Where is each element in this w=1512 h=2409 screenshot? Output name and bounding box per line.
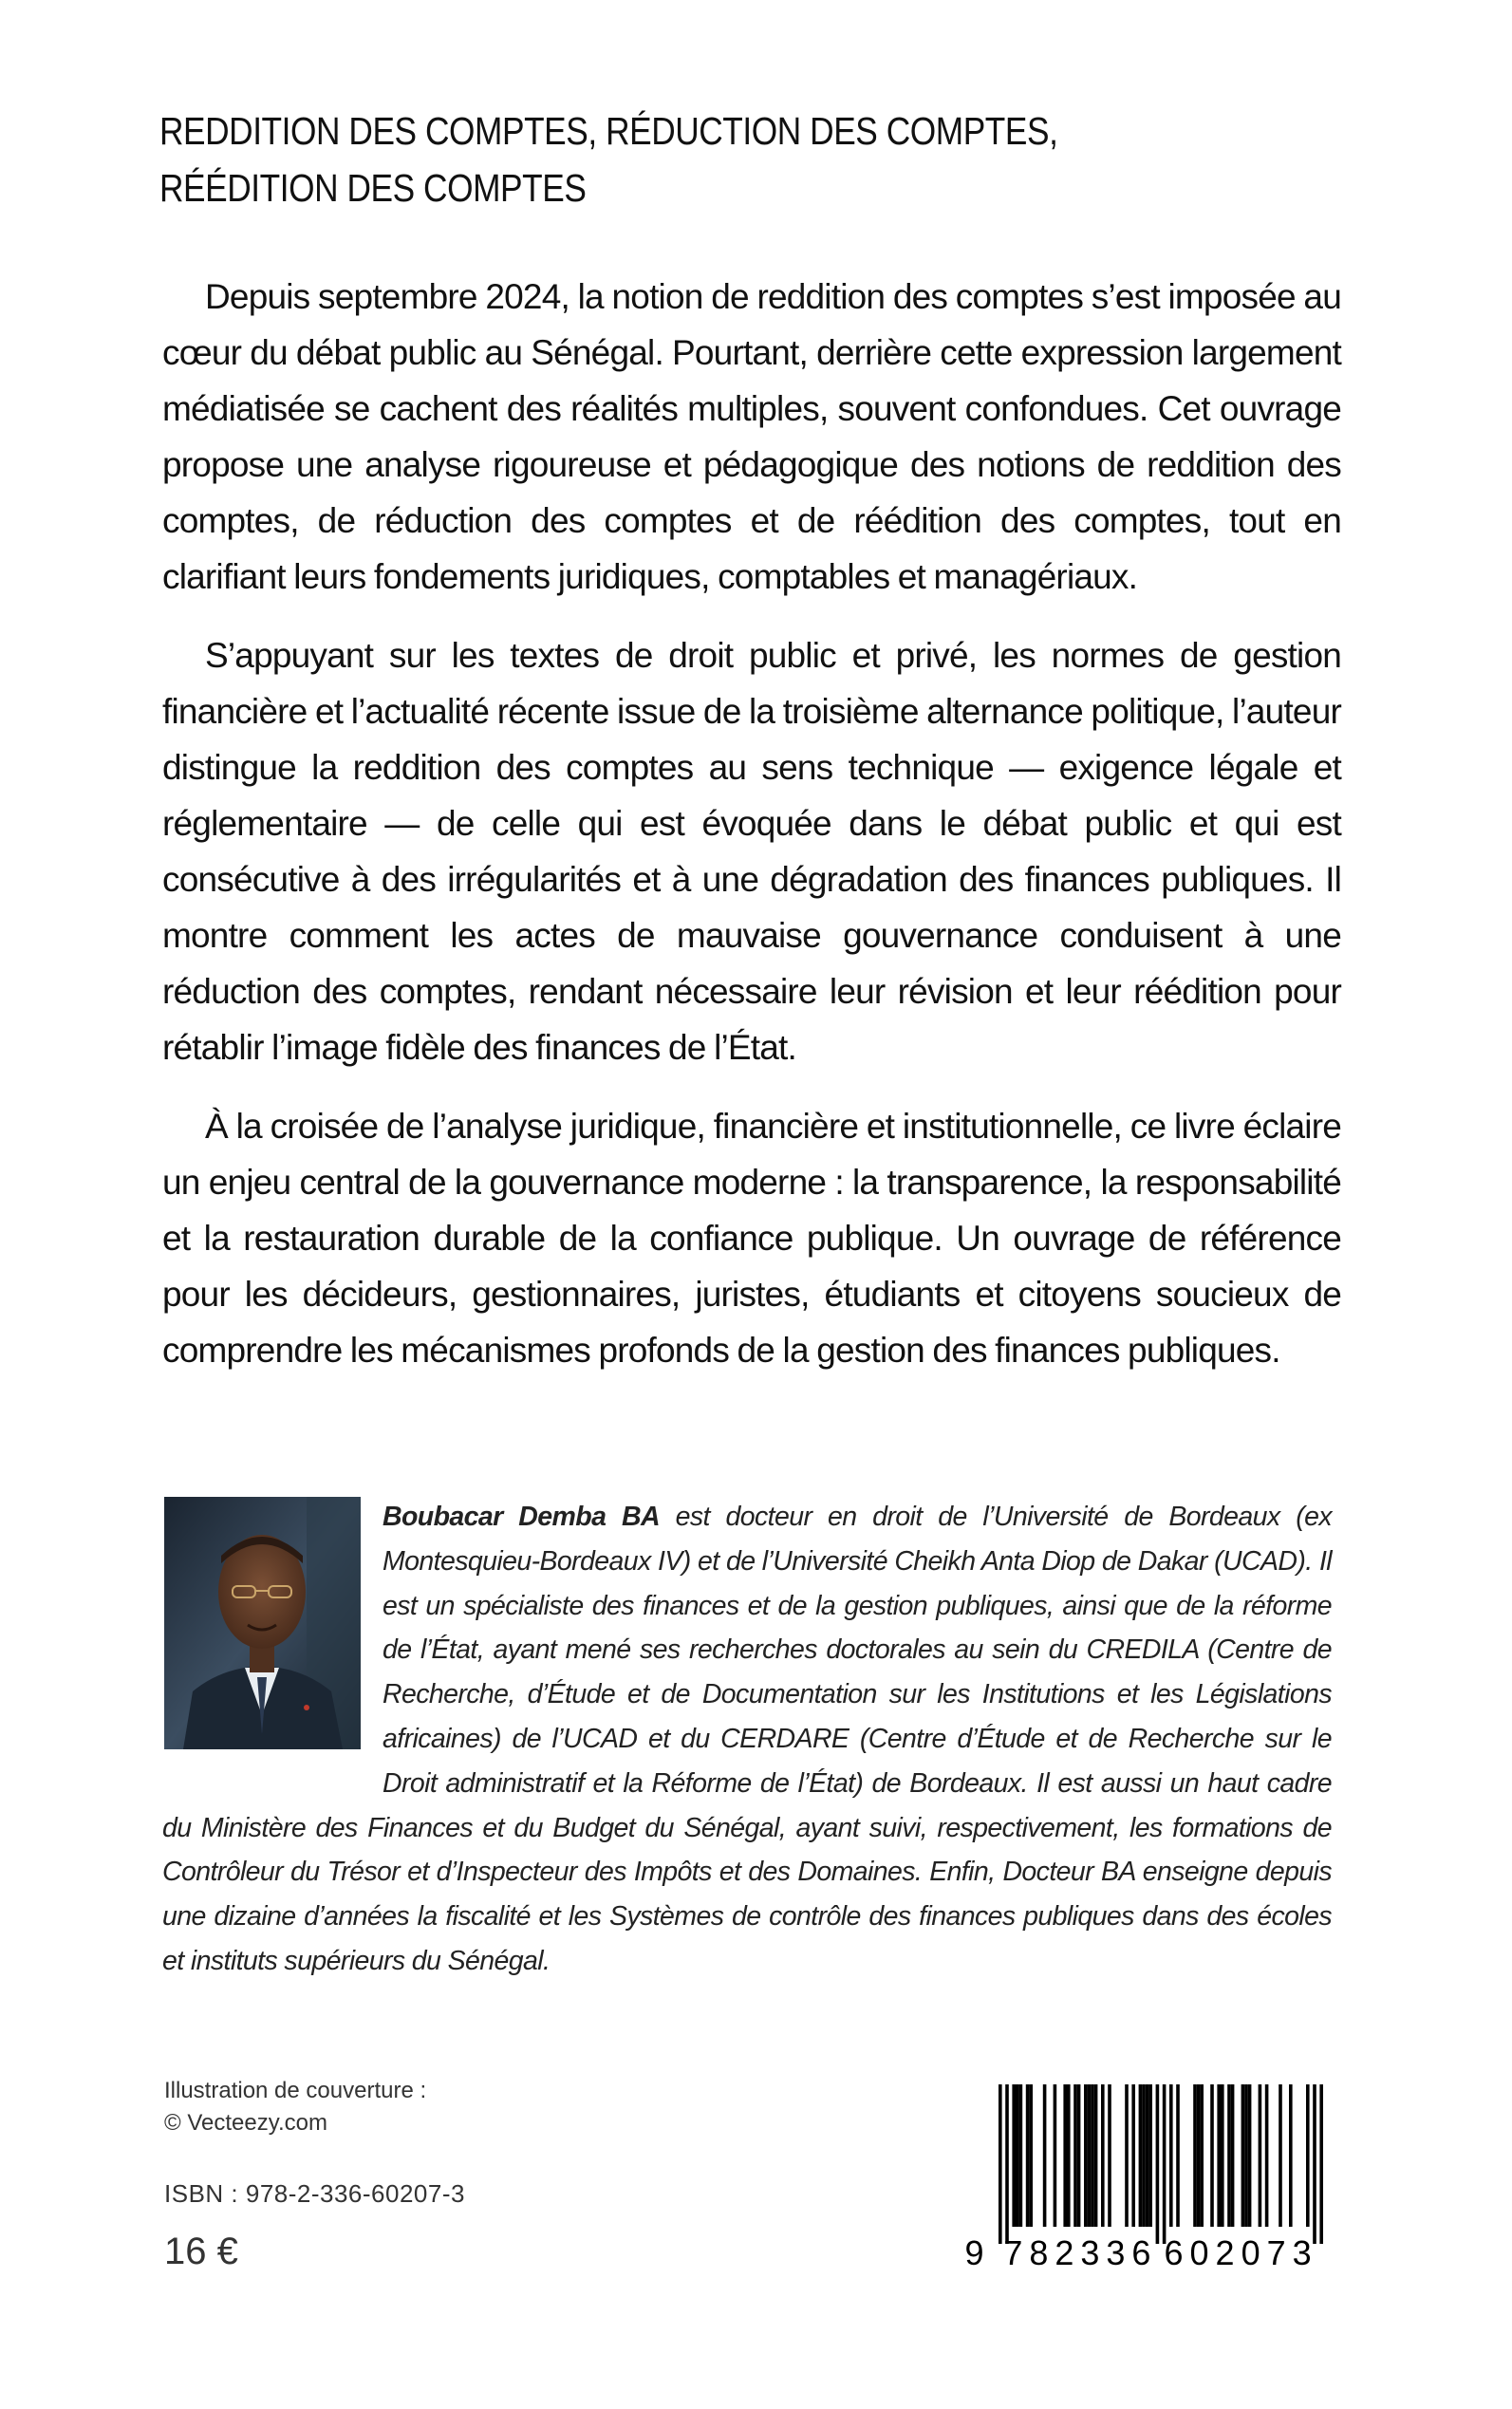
isbn: ISBN : 978-2-336-60207-3 [164, 2179, 465, 2208]
blurb-paragraph-2: S’appuyant sur les textes de droit public et privé, les normes de gestion financière et l’actualité récente issue de la troisième alternance politique, l’auteur distingue la reddition des comptes au sens technique — exigence légale et réglementaire — de celle qui est évoquée dans le débat public et qui est consécutive à des irrégularités et à une dégradation des finances publiques. Il montre comment les actes de mauvaise gouvernance conduisent à une réduction des comptes, rendant nécessaire leur révision et leur réédition pour rétablir l’image fidèle des finances de l’État. [162, 636, 1341, 1067]
photo-spacer [162, 1495, 383, 1765]
barcode-bar [1146, 2084, 1149, 2227]
barcode-bar [1101, 2084, 1105, 2227]
credit-label: Illustration de couverture : [164, 2078, 427, 2103]
isbn-barcode [964, 2079, 1344, 2273]
barcode-bar [1227, 2084, 1231, 2227]
price: 16 € [164, 2231, 238, 2272]
barcode-bar [1200, 2084, 1204, 2227]
title-line-2: RÉÉDITION DES COMPTES [159, 166, 587, 210]
barcode-graphic [964, 2079, 1344, 2273]
barcode-bar [1067, 2084, 1071, 2227]
barcode-bar [1156, 2084, 1160, 2244]
barcode-bar [1026, 2084, 1030, 2227]
book-title [159, 103, 1188, 216]
barcode-bar [1313, 2084, 1316, 2244]
barcode-bar [1043, 2084, 1047, 2227]
barcode-bar [1139, 2084, 1143, 2227]
credit-source: © Vecteezy.com [164, 2110, 327, 2136]
cover-credit [164, 2075, 426, 2139]
title-line-1: REDDITION DES COMPTES, RÉDUCTION DES COMPTES, [159, 109, 1058, 153]
barcode-bar [999, 2084, 1002, 2244]
barcode-bar [1142, 2084, 1146, 2227]
barcode-bar [1265, 2084, 1269, 2227]
barcode-bar [1088, 2084, 1092, 2227]
barcode-bar [1077, 2084, 1081, 2227]
barcode-bar [1210, 2084, 1214, 2227]
barcode-bar [1248, 2084, 1252, 2227]
barcode-bar [1131, 2084, 1135, 2227]
barcode-digits-right: 602073 [1164, 2233, 1318, 2272]
barcode-bar [1289, 2084, 1293, 2227]
barcode-bar [1319, 2084, 1323, 2244]
barcode-bar [1054, 2084, 1057, 2227]
barcode-bar [1197, 2084, 1201, 2227]
barcode-bar [1163, 2084, 1167, 2244]
barcode-bar [1125, 2084, 1129, 2227]
barcode-bar [1259, 2084, 1262, 2227]
author-bio-text: est docteur en droit de l’Université de Bordeaux (ex Montesquieu-Bordeaux IV) et de l’Université Cheikh Anta Diop de Dakar (UCAD). Il est un spécialiste des finances et de la gestion publiques, ainsi que de la réforme de l’État, ayant mené ses recherches doctorales au sein du CREDILA (Centre de Recherche, d’Étude et de Documentation sur les Institutions et les Législations africaines) de l’UCAD et du CERDARE (Centre d’Étude et de Recherche sur le Droit administratif et la Réforme de l’État) de Bordeaux. Il est aussi un haut cadre du Ministère des Finances et du Budget du Sénégal, ayant suivi, respectivement, les formations de Contrôleur du Trésor et d’Inspecteur des Impôts et des Domaines. Enfin, Docteur BA enseigne depuis une dizaine d’années la fiscalité et les Systèmes de contrôle des finances publiques dans des écoles et instituts supérieurs du Sénégal. [162, 1502, 1332, 1976]
blurb-paragraph-3: À la croisée de l’analyse juridique, financière et institutionnelle, ce livre éclaire un enjeu central de la gouvernance moderne : la transparence, la responsabilité et la restauration durable de la confiance publique. Un ouvrage de référence pour les décideurs, gestionnaires, juristes, étudiants et citoyens soucieux de comprendre les mécanismes profonds de la gestion des finances publiques. [162, 1107, 1341, 1370]
barcode-bar [1306, 2084, 1310, 2227]
barcode-bar [1231, 2084, 1235, 2227]
barcode-bar [1108, 2084, 1111, 2227]
barcode-bar [1241, 2084, 1245, 2227]
barcode-bar [1063, 2084, 1067, 2227]
barcode-bar [1012, 2084, 1016, 2227]
barcode-bar [1176, 2084, 1180, 2227]
barcode-bar [1148, 2084, 1152, 2227]
blurb-paragraph-1: Depuis septembre 2024, la notion de reddition des comptes s’est imposée au cœur du débat public au Sénégal. Pourtant, derrière cette expression largement médiatisée se cachent des réalités multiples, souvent confondues. Cet ouvrage propose une analyse rigoureuse et pédagogique des notions de reddition des comptes, de réduction des comptes et de réédition des comptes, tout en clarifiant leurs fondements juridiques, comptables et managériaux. [162, 277, 1341, 596]
barcode-bar [1084, 2084, 1088, 2227]
barcode-bar [1005, 2084, 1009, 2244]
barcode-bar [1279, 2084, 1282, 2227]
barcode-bar [1169, 2084, 1173, 2227]
barcode-bar [1094, 2084, 1098, 2227]
barcode-digit-first: 9 [964, 2233, 991, 2272]
blurb [162, 269, 1341, 1401]
barcode-bar [1029, 2084, 1033, 2227]
author-name: Boubacar Demba BA [383, 1502, 660, 1532]
barcode-bar [1193, 2084, 1197, 2227]
barcode-bar [1244, 2084, 1248, 2227]
barcode-bar [1016, 2084, 1019, 2227]
author-biography [162, 1495, 1332, 1984]
barcode-bar [1019, 2084, 1023, 2227]
barcode-bar [1217, 2084, 1221, 2227]
barcode-digits-left: 782336 [1003, 2233, 1158, 2272]
barcode-bar [1221, 2084, 1224, 2227]
barcode-bar [1073, 2084, 1077, 2227]
barcode-bar [1091, 2084, 1094, 2227]
